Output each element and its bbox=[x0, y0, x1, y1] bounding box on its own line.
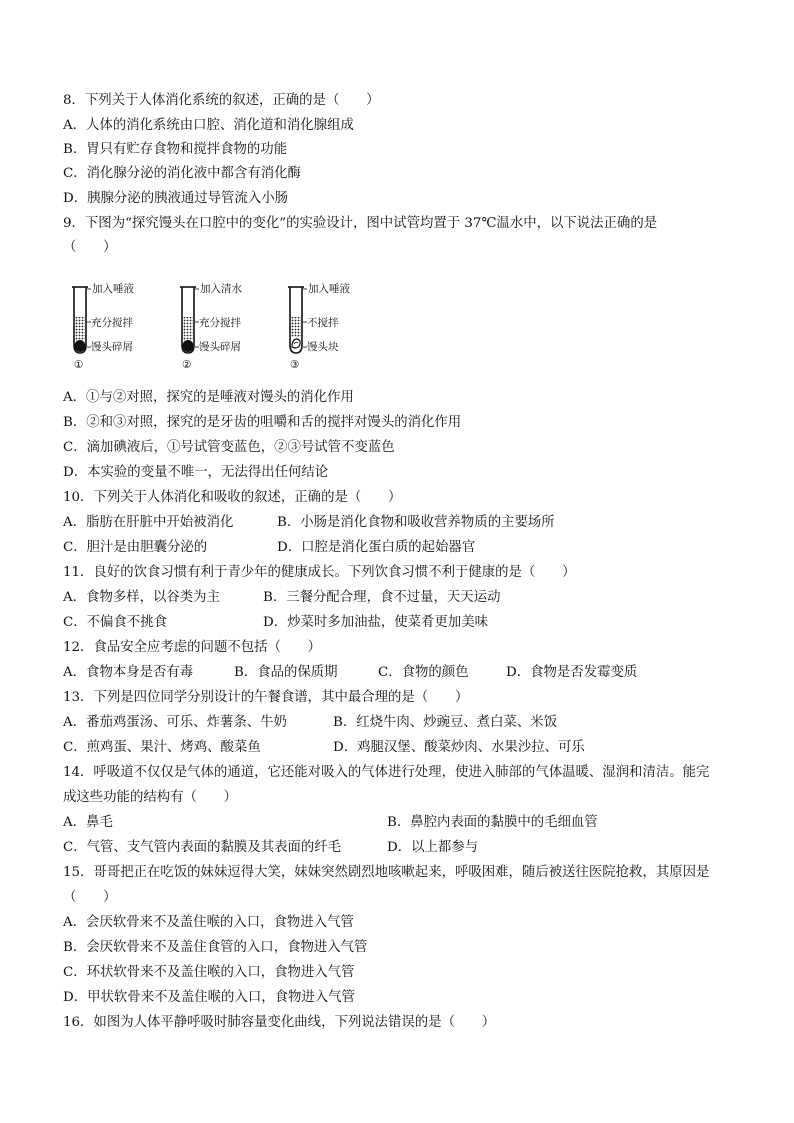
q9-stem-line1: 9．下图为“探究馒头在口腔中的变化”的实验设计，图中试管均置于 37℃温水中，以下说法正确的是 bbox=[63, 216, 658, 231]
q13-stem: 13．下列是四位同学分别设计的午餐食谱，其中最合理的是（ ） bbox=[63, 690, 469, 705]
q14-option-b: B．鼻腔内表面的黏膜中的毛细血管 bbox=[387, 815, 598, 830]
q8-stem: 8．下列关于人体消化系统的叙述，正确的是（ ） bbox=[63, 93, 380, 108]
q12-option-d: D．食物是否发霉变质 bbox=[506, 665, 638, 680]
test-tube-3 bbox=[288, 287, 307, 353]
q14-stem-line1: 14．呼吸道不仅仅是气体的通道，它还能对吸入的气体进行处理，使进入肺部的气体温暖、湿润和清洁。能完 bbox=[63, 765, 710, 780]
q15-stem-line1: 15．哥哥把正在吃饭的妹妹逗得大笑，妹妹突然剧烈地咳嗽起来，呼吸困难，随后被送往医院抢救，其原因是 bbox=[63, 865, 710, 880]
tube2-label-top: 加入清水 bbox=[200, 283, 242, 295]
tube1-label-mid: 充分搅拌 bbox=[91, 317, 133, 329]
tube2-label-mid: 充分搅拌 bbox=[199, 317, 241, 329]
q9-stem-line2: （ ） bbox=[63, 240, 117, 255]
q15-option-d: D．甲状软骨来不及盖住喉的入口，食物进入气管 bbox=[63, 990, 355, 1005]
q9-option-c: C．滴加碘液后，①号试管变蓝色，②③号试管不变蓝色 bbox=[63, 440, 395, 455]
q14-stem-line2: 成这些功能的结构有（ ） bbox=[63, 790, 238, 805]
test-tube-2 bbox=[180, 287, 199, 353]
tube1-label-top: 加入唾液 bbox=[92, 283, 134, 295]
q15-option-a: A．会厌软骨来不及盖住喉的入口，食物进入气管 bbox=[63, 915, 354, 930]
q14-option-d: D．以上都参与 bbox=[387, 840, 479, 855]
q12-option-b: B．食品的保质期 bbox=[234, 665, 338, 680]
q11-option-b: B．三餐分配合理，食不过量，天天运动 bbox=[263, 590, 501, 605]
q15-stem-line2: （ ） bbox=[63, 890, 117, 905]
q9-option-a: A．①与②对照，探究的是唾液对馒头的消化作用 bbox=[63, 390, 354, 405]
q11-option-d: D．炒菜时多加油盐，使菜肴更加美味 bbox=[263, 615, 488, 630]
tube2-number: ② bbox=[182, 359, 192, 371]
tube3-label-bottom: 馒头块 bbox=[307, 341, 339, 353]
test-tubes-diagram bbox=[66, 277, 366, 373]
q8-option-b: B．胃只有贮存食物和搅拌食物的功能 bbox=[63, 142, 288, 157]
q9-option-b: B．②和③对照，探究的是牙齿的咀嚼和舌的搅拌对馒头的消化作用 bbox=[63, 415, 462, 430]
q11-option-a: A．食物多样，以谷类为主 bbox=[63, 590, 220, 605]
q8-option-a: A．人体的消化系统由口腔、消化道和消化腺组成 bbox=[63, 118, 354, 133]
tube2-label-bottom: 馒头碎屑 bbox=[199, 341, 241, 353]
tube3-label-top: 加入唾液 bbox=[308, 283, 350, 295]
q13-option-d: D．鸡腿汉堡、酸菜炒肉、水果沙拉、可乐 bbox=[333, 740, 585, 755]
q10-option-c: C．胆汁是由胆囊分泌的 bbox=[63, 540, 208, 555]
q9-option-d: D．本实验的变量不唯一，无法得出任何结论 bbox=[63, 465, 329, 480]
q9-experiment-figure bbox=[66, 277, 366, 373]
q13-option-b: B．红烧牛肉、炒豌豆、煮白菜、米饭 bbox=[333, 715, 558, 730]
q10-option-d: D．口腔是消化蛋白质的起始器官 bbox=[277, 540, 476, 555]
q15-option-b: B．会厌软骨来不及盖住食管的入口，食物进入气管 bbox=[63, 940, 368, 955]
tube1-number: ① bbox=[74, 359, 84, 371]
q15-option-c: C．环状软骨来不及盖住喉的入口，食物进入气管 bbox=[63, 965, 355, 980]
tube3-number: ③ bbox=[290, 359, 300, 371]
q16-stem: 16．如图为人体平静呼吸时肺容量变化曲线，下列说法错误的是（ ） bbox=[63, 1015, 496, 1030]
q13-option-c: C．煎鸡蛋、果汁、烤鸡、酸菜鱼 bbox=[63, 740, 261, 755]
test-tube-1 bbox=[72, 287, 91, 353]
q8-option-c: C．消化腺分泌的消化液中都含有消化酶 bbox=[63, 166, 301, 181]
q13-option-a: A．番茄鸡蛋汤、可乐、炸薯条、牛奶 bbox=[63, 715, 287, 730]
q11-stem: 11．良好的饮食习惯有利于青少年的健康成长。下列饮食习惯不利于健康的是（ ） bbox=[63, 565, 576, 580]
q12-stem: 12．食品安全应考虑的问题不包括（ ） bbox=[63, 640, 322, 655]
q12-option-a: A．食物本身是否有毒 bbox=[63, 665, 194, 680]
q8-option-d: D．胰腺分泌的胰液通过导管流入小肠 bbox=[63, 191, 288, 206]
q14-option-a: A．鼻毛 bbox=[63, 815, 113, 830]
tube1-label-bottom: 馒头碎屑 bbox=[91, 341, 133, 353]
tube3-label-mid: 不搅拌 bbox=[307, 317, 339, 329]
q10-option-a: A．脂肪在肝脏中开始被消化 bbox=[63, 515, 234, 530]
q10-option-b: B．小肠是消化食物和吸收营养物质的主要场所 bbox=[277, 515, 555, 530]
q12-option-c: C．食物的颜色 bbox=[378, 665, 469, 680]
q10-stem: 10．下列关于人体消化和吸收的叙述，正确的是（ ） bbox=[63, 490, 402, 505]
q11-option-c: C．不偏食不挑食 bbox=[63, 615, 167, 630]
q14-option-c: C．气管、支气管内表面的黏膜及其表面的纤毛 bbox=[63, 840, 342, 855]
